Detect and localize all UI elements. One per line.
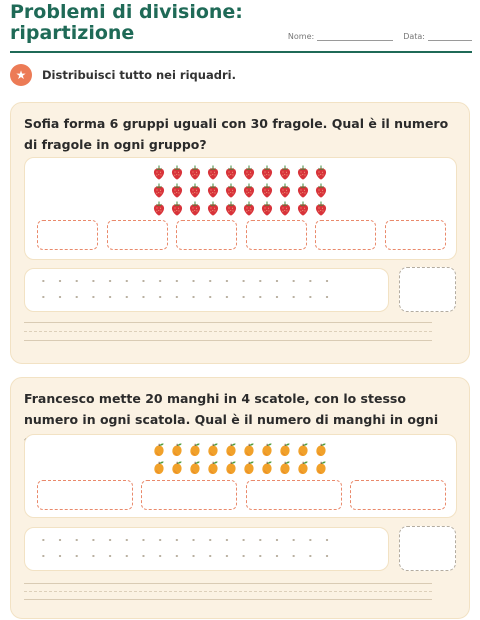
strawberry-icon [205, 164, 221, 180]
problem-card-1 [10, 102, 470, 364]
strawberry-icon [241, 182, 257, 198]
name-label: Nome: [287, 32, 315, 41]
strawberry-icon [259, 182, 275, 198]
mango-icon [151, 441, 167, 457]
mango-icon [187, 441, 203, 457]
name-line[interactable] [317, 33, 393, 41]
strawberry-icon [169, 200, 185, 216]
mango-icon [205, 441, 221, 457]
group-box[interactable] [141, 480, 237, 510]
mango-icon [205, 459, 221, 475]
mango-icon [259, 459, 275, 475]
mango-icon [169, 441, 185, 457]
strawberry-icon [187, 182, 203, 198]
group-box[interactable] [350, 480, 446, 510]
mango-icon [187, 459, 203, 475]
fruit-panel-2 [24, 434, 457, 518]
mango-icon [295, 441, 311, 457]
strawberry-icon [259, 164, 275, 180]
strawberry-icon [277, 164, 293, 180]
instruction-text: Distribuisci tutto nei riquadri. [42, 68, 236, 82]
writing-line[interactable] [24, 591, 432, 592]
mango-icon [241, 441, 257, 457]
strawberry-icon [295, 182, 311, 198]
dot-row [35, 555, 335, 557]
problem-card-2 [10, 377, 470, 619]
strawberry-icon [313, 182, 329, 198]
mango-icon [223, 459, 239, 475]
mango-icon [295, 459, 311, 475]
strawberry-icon [241, 164, 257, 180]
answer-box-2[interactable] [399, 526, 456, 571]
mango-icon [223, 441, 239, 457]
strawberry-icon [205, 182, 221, 198]
strawberry-icon [295, 164, 311, 180]
strawberry-icon [187, 200, 203, 216]
mango-icon [313, 459, 329, 475]
group-box[interactable] [385, 220, 446, 250]
work-area-2[interactable] [24, 527, 389, 571]
name-field[interactable] [288, 32, 393, 41]
title-line-1: Problemi di divisione: [10, 1, 243, 23]
question-text-2: Francesco mette 20 manghi in 4 scatole, con lo stesso numero in ogni scatola. Qual è il numero di manghi in ogni [24, 391, 439, 427]
writing-line[interactable] [24, 583, 432, 584]
date-line[interactable] [428, 33, 472, 41]
date-field[interactable] [403, 32, 472, 41]
strawberry-icon [259, 200, 275, 216]
mango-icon [259, 441, 275, 457]
dot-row [35, 280, 335, 282]
strawberry-icon [205, 200, 221, 216]
strawberry-icon [313, 200, 329, 216]
strawberry-icon [277, 200, 293, 216]
group-box[interactable] [315, 220, 376, 250]
mango-icon [169, 459, 185, 475]
strawberry-icon [169, 164, 185, 180]
strawberry-grid [151, 164, 331, 218]
group-box[interactable] [246, 220, 307, 250]
group-box[interactable] [37, 480, 133, 510]
strawberry-icon [277, 182, 293, 198]
work-area-1[interactable] [24, 268, 389, 312]
group-box[interactable] [107, 220, 168, 250]
dot-row [35, 539, 335, 541]
writing-line[interactable] [24, 331, 432, 332]
mango-grid [151, 441, 331, 477]
dot-row [35, 296, 335, 298]
group-box[interactable] [176, 220, 237, 250]
writing-line[interactable] [24, 340, 432, 341]
worksheet-header [10, 2, 472, 52]
strawberry-icon [151, 200, 167, 216]
strawberry-icon [223, 182, 239, 198]
mango-icon [241, 459, 257, 475]
name-date-fields [288, 32, 472, 41]
mango-icon [277, 459, 293, 475]
group-box[interactable] [37, 220, 98, 250]
strawberry-icon [223, 164, 239, 180]
question-text-1: Sofia forma 6 gruppi uguali con 30 fragole. Qual è il numero di fragole in ogni gruppo? [24, 116, 449, 152]
header-rule [10, 51, 472, 53]
answer-box-1[interactable] [399, 267, 456, 312]
strawberry-icon [295, 200, 311, 216]
title-line-2: ripartizione [10, 22, 135, 44]
strawberry-icon [223, 200, 239, 216]
writing-line[interactable] [24, 322, 432, 323]
strawberry-icon [169, 182, 185, 198]
group-boxes-2 [37, 480, 446, 510]
date-label: Data: [403, 32, 425, 41]
instruction-row [10, 64, 236, 86]
strawberry-icon [151, 182, 167, 198]
fruit-panel-1 [24, 157, 457, 260]
star-icon: ★ [10, 64, 32, 86]
group-boxes-1 [37, 220, 446, 250]
strawberry-icon [151, 164, 167, 180]
mango-icon [151, 459, 167, 475]
mango-icon [313, 441, 329, 457]
mango-icon [277, 441, 293, 457]
strawberry-icon [313, 164, 329, 180]
strawberry-icon [241, 200, 257, 216]
group-box[interactable] [246, 480, 342, 510]
strawberry-icon [187, 164, 203, 180]
writing-line[interactable] [24, 599, 432, 600]
